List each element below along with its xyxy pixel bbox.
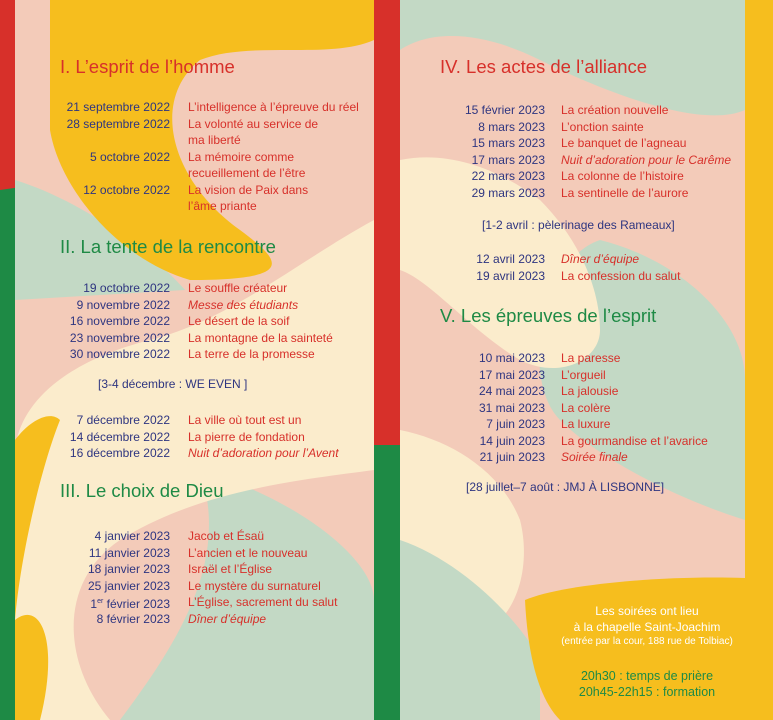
section-title-3: III. Le choix de Dieu (60, 480, 224, 501)
schedule-label: Messe des étudiants (188, 297, 299, 312)
info-line-2: à la chapelle Saint-Joachim (573, 620, 721, 634)
section-title-5: V. Les épreuves de l’esprit (440, 305, 657, 326)
schedule-date: 7 décembre 2022 (76, 413, 170, 427)
time-formation-hour: 20h45-22h15 (578, 685, 653, 699)
schedule-label: L’orgueil (561, 367, 606, 382)
schedule-label: L’Église, sacrement du salut (188, 595, 338, 609)
schedule-label: L’ancien et le nouveau (188, 545, 308, 560)
schedule-label: La ville où tout est un (188, 413, 302, 427)
schedule-label: La colère (561, 400, 611, 415)
schedule-label: La vision de Paix dans l’âme priante (188, 182, 309, 213)
schedule-date: 8 mars 2023 (478, 119, 545, 134)
schedule-date: 14 juin 2023 (479, 433, 545, 448)
schedule-label: La montagne de la sainteté (188, 330, 333, 345)
schedule-label: La jalousie (561, 384, 619, 398)
schedule-label: Le banquet de l’agneau (561, 136, 687, 150)
note-jmj: [28 juillet–7 août : JMJ À LISBONNE] (466, 480, 665, 494)
schedule-label: La mémoire comme recueillement de l’être (188, 149, 306, 180)
info-line-1: Les soirées ont lieu (595, 604, 699, 618)
schedule-label: L’onction sainte (561, 119, 644, 134)
schedule-label: La paresse (561, 351, 621, 365)
schedule-date: 21 juin 2023 (479, 450, 545, 464)
schedule-label: Israël et l’Église (188, 562, 273, 576)
note-we-even: [3-4 décembre : WE EVEN ] (98, 377, 248, 391)
schedule-date: 4 janvier 2023 (94, 529, 170, 543)
schedule-date: 23 novembre 2022 (69, 330, 170, 345)
schedule-date: 8 février 2023 (96, 611, 170, 626)
schedule-date: 12 avril 2023 (476, 252, 545, 266)
schedule-date: 16 décembre 2022 (69, 446, 170, 460)
schedule-label: La confession du salut (561, 268, 681, 283)
note-rameaux: [1-2 avril : pèlerinage des Rameaux] (482, 218, 675, 232)
time-prayer-label: : temps de prière (615, 669, 714, 683)
schedule-date: 17 mars 2023 (471, 152, 545, 167)
shape-left-yellow-bottom2 (15, 615, 48, 720)
info-box (532, 603, 762, 649)
schedule-date: 19 avril 2023 (476, 268, 545, 283)
schedule-label: La terre de la promesse (188, 347, 315, 361)
schedule-label: La pierre de fondation (188, 429, 305, 444)
schedule-label: Nuit d’adoration pour l’Avent (188, 446, 339, 460)
schedule-label: Le souffle créateur (188, 281, 288, 295)
schedule-date: 9 novembre 2022 (76, 297, 170, 312)
schedule-label: La luxure (561, 417, 611, 431)
schedule-date: 15 février 2023 (464, 103, 545, 117)
schedule-label: Dîner d’équipe (188, 611, 267, 626)
schedule-date: 16 novembre 2022 (69, 314, 170, 328)
schedule-date: 11 janvier 2023 (88, 545, 170, 560)
time-formation-label: : formation (652, 685, 716, 699)
schedule-label: La volonté au service de ma liberté (188, 116, 319, 147)
section-title-4: IV. Les actes de l’alliance (440, 56, 648, 77)
schedule-date: 7 juin 2023 (486, 417, 545, 431)
schedule-date: 21 septembre 2022 (66, 100, 170, 114)
schedule-date: 28 septembre 2022 (66, 116, 170, 131)
time-prayer-hour: 20h30 (580, 669, 616, 683)
schedule-label: La création nouvelle (561, 103, 669, 117)
schedule-date: 15 mars 2023 (471, 136, 545, 150)
schedule-date: 12 octobre 2022 (83, 182, 170, 197)
schedule-label: L’intelligence à l’épreuve du réel (188, 100, 359, 114)
schedule-date: 5 octobre 2022 (89, 149, 170, 164)
schedule-label: La colonne de l’histoire (561, 169, 684, 183)
schedule-date: 25 janvier 2023 (87, 578, 170, 593)
info-line-3: (entrée par la cour, 188 rue de Tolbiac) (561, 636, 733, 647)
schedule-label: Soirée finale (561, 450, 628, 464)
schedule-date: 22 mars 2023 (471, 169, 545, 183)
time-formation (532, 684, 762, 700)
schedule-times (532, 668, 762, 700)
schedule-date: 31 mai 2023 (478, 400, 545, 415)
schedule-label: Jacob et Ésaü (188, 529, 265, 543)
schedule-date: 30 novembre 2022 (69, 347, 170, 361)
schedule-label: La sentinelle de l’aurore (561, 185, 689, 200)
schedule-date: 14 décembre 2022 (69, 429, 170, 444)
schedule-date: 19 octobre 2022 (83, 281, 170, 295)
schedule-label: Le mystère du surnaturel (188, 578, 321, 593)
schedule-label: Nuit d’adoration pour le Carême (561, 152, 732, 167)
schedule-label: Le désert de la soif (188, 314, 290, 328)
section-title-1: I. L’esprit de l’homme (60, 56, 235, 77)
schedule-label: La gourmandise et l’avarice (561, 433, 708, 448)
schedule-date: 10 mai 2023 (478, 351, 545, 365)
section-title-2: II. La tente de la rencontre (60, 236, 276, 257)
schedule-date: 18 janvier 2023 (87, 562, 170, 576)
schedule-date: 24 mai 2023 (478, 384, 545, 398)
time-prayer (532, 668, 762, 684)
schedule-date: 1er février 2023 (90, 597, 170, 611)
schedule-label: Dîner d’équipe (561, 252, 640, 266)
schedule-date: 17 mai 2023 (478, 367, 545, 382)
schedule-date: 29 mars 2023 (471, 185, 545, 200)
bg-green-spine (374, 445, 400, 720)
